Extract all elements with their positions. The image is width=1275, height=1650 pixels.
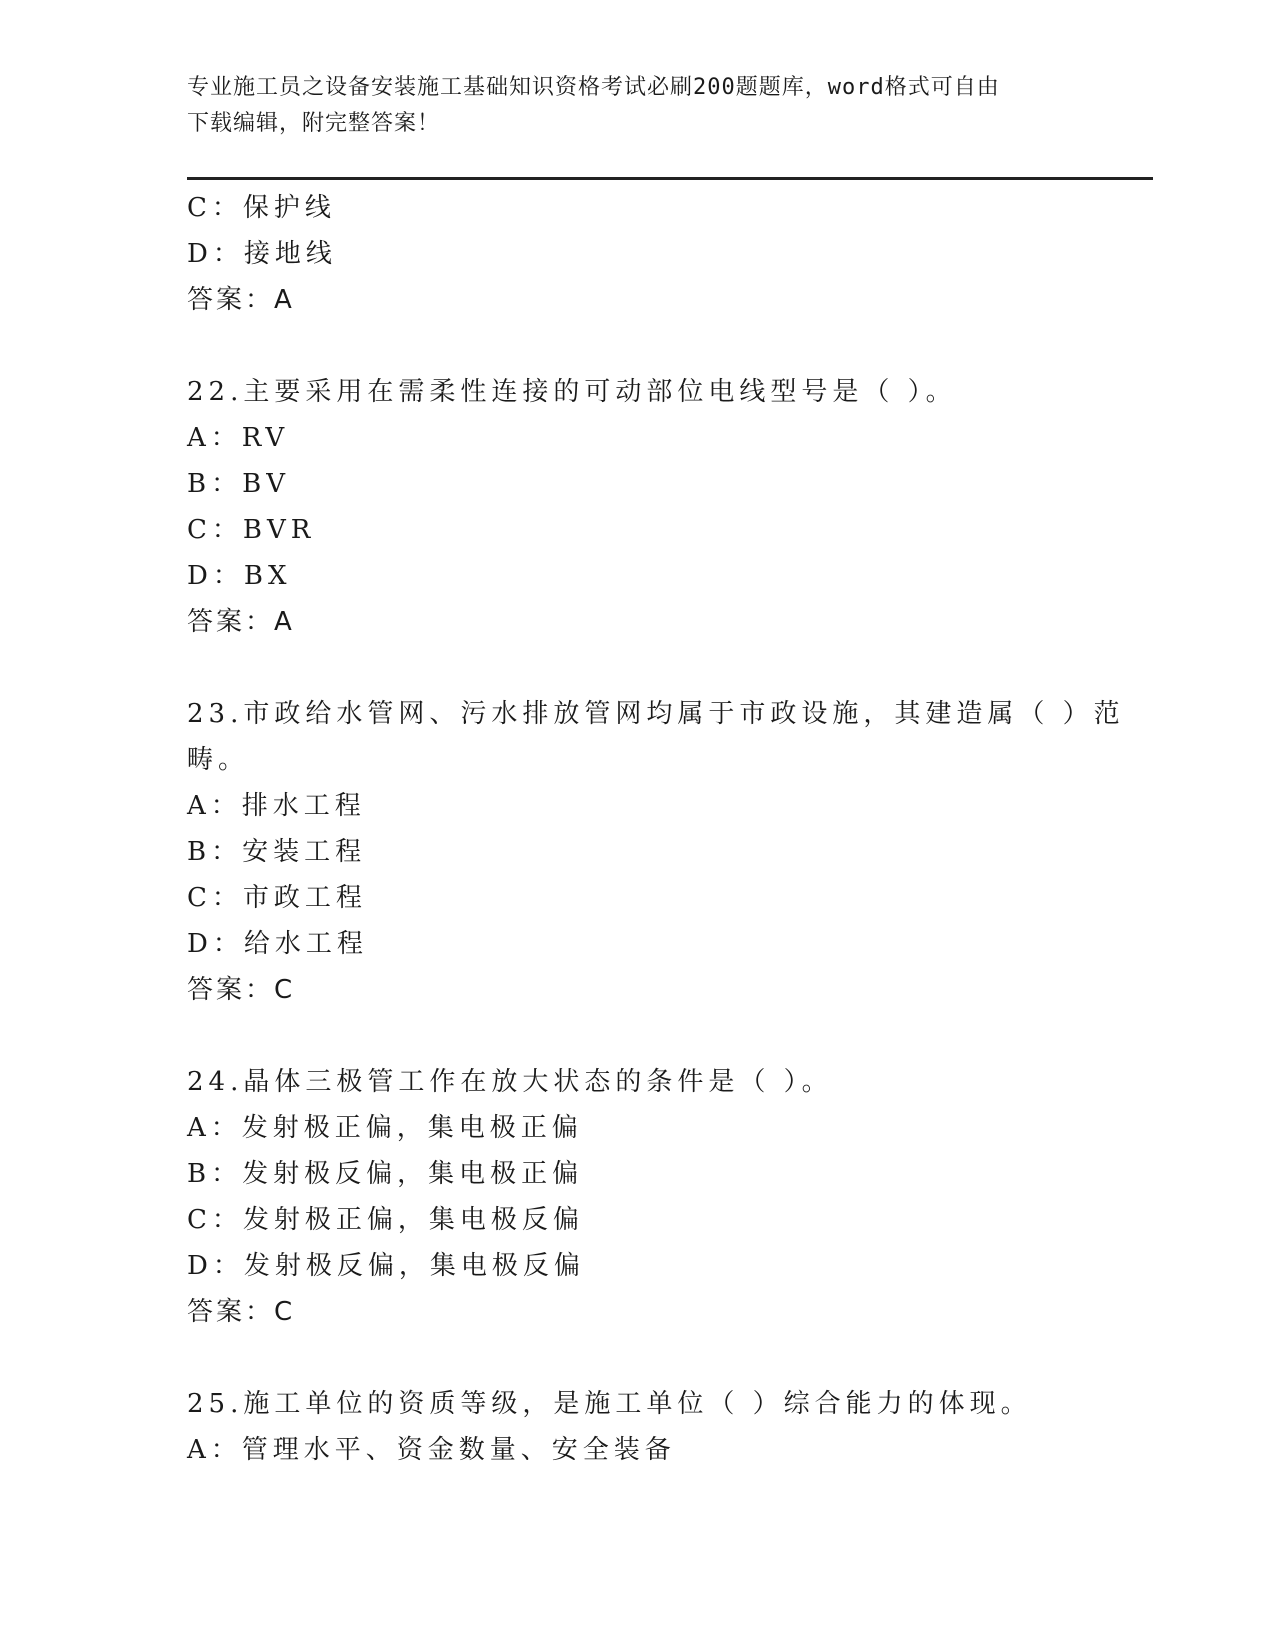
option-d: D：接地线 bbox=[187, 239, 337, 269]
header-title-line-1: 专业施工员之设备安装施工基础知识资格考试必刷200题题库，word格式可自由 bbox=[187, 75, 1000, 100]
question-23 bbox=[187, 691, 1125, 1013]
question-text-line-1: 23.市政给水管网、污水排放管网均属于市政设施，其建造属（ ）范 bbox=[187, 699, 1125, 729]
answer-line: 答案：A bbox=[187, 285, 295, 315]
answer-line: 答案：C bbox=[187, 975, 296, 1005]
document-header bbox=[187, 70, 1067, 142]
question-24 bbox=[187, 1059, 1087, 1335]
option-d: D：BX bbox=[187, 561, 292, 591]
option-c: C：发射极正偏，集电极反偏 bbox=[187, 1205, 584, 1235]
option-b: B：发射极反偏，集电极正偏 bbox=[187, 1159, 584, 1189]
question-text: 22.主要采用在需柔性连接的可动部位电线型号是（ ）。 bbox=[187, 377, 957, 407]
option-c: C：保护线 bbox=[187, 193, 336, 223]
option-a: A：排水工程 bbox=[187, 791, 366, 821]
option-c: C：市政工程 bbox=[187, 883, 367, 913]
option-c: C：BVR bbox=[187, 515, 316, 545]
option-a: A：RV bbox=[187, 423, 290, 453]
question-text-line-2: 畴。 bbox=[187, 745, 250, 775]
option-a: A：管理水平、资金数量、安全装备 bbox=[187, 1435, 676, 1465]
answer-line: 答案：A bbox=[187, 607, 295, 637]
document-body bbox=[187, 185, 1125, 1473]
question-text: 25.施工单位的资质等级，是施工单位（ ）综合能力的体现。 bbox=[187, 1389, 1032, 1419]
header-divider bbox=[187, 177, 1153, 180]
option-d: D：发射极反偏，集电极反偏 bbox=[187, 1251, 585, 1281]
question-text: 24.晶体三极管工作在放大状态的条件是（ ）。 bbox=[187, 1067, 833, 1097]
option-b: B：BV bbox=[187, 469, 290, 499]
option-b: B：安装工程 bbox=[187, 837, 367, 867]
question-22 bbox=[187, 369, 1087, 645]
question-25 bbox=[187, 1381, 1087, 1473]
header-title-line-2: 下载编辑，附完整答案！ bbox=[187, 111, 441, 136]
question-21-partial bbox=[187, 185, 1087, 323]
option-a: A：发射极正偏，集电极正偏 bbox=[187, 1113, 583, 1143]
option-d: D：给水工程 bbox=[187, 929, 368, 959]
answer-line: 答案：C bbox=[187, 1297, 296, 1327]
